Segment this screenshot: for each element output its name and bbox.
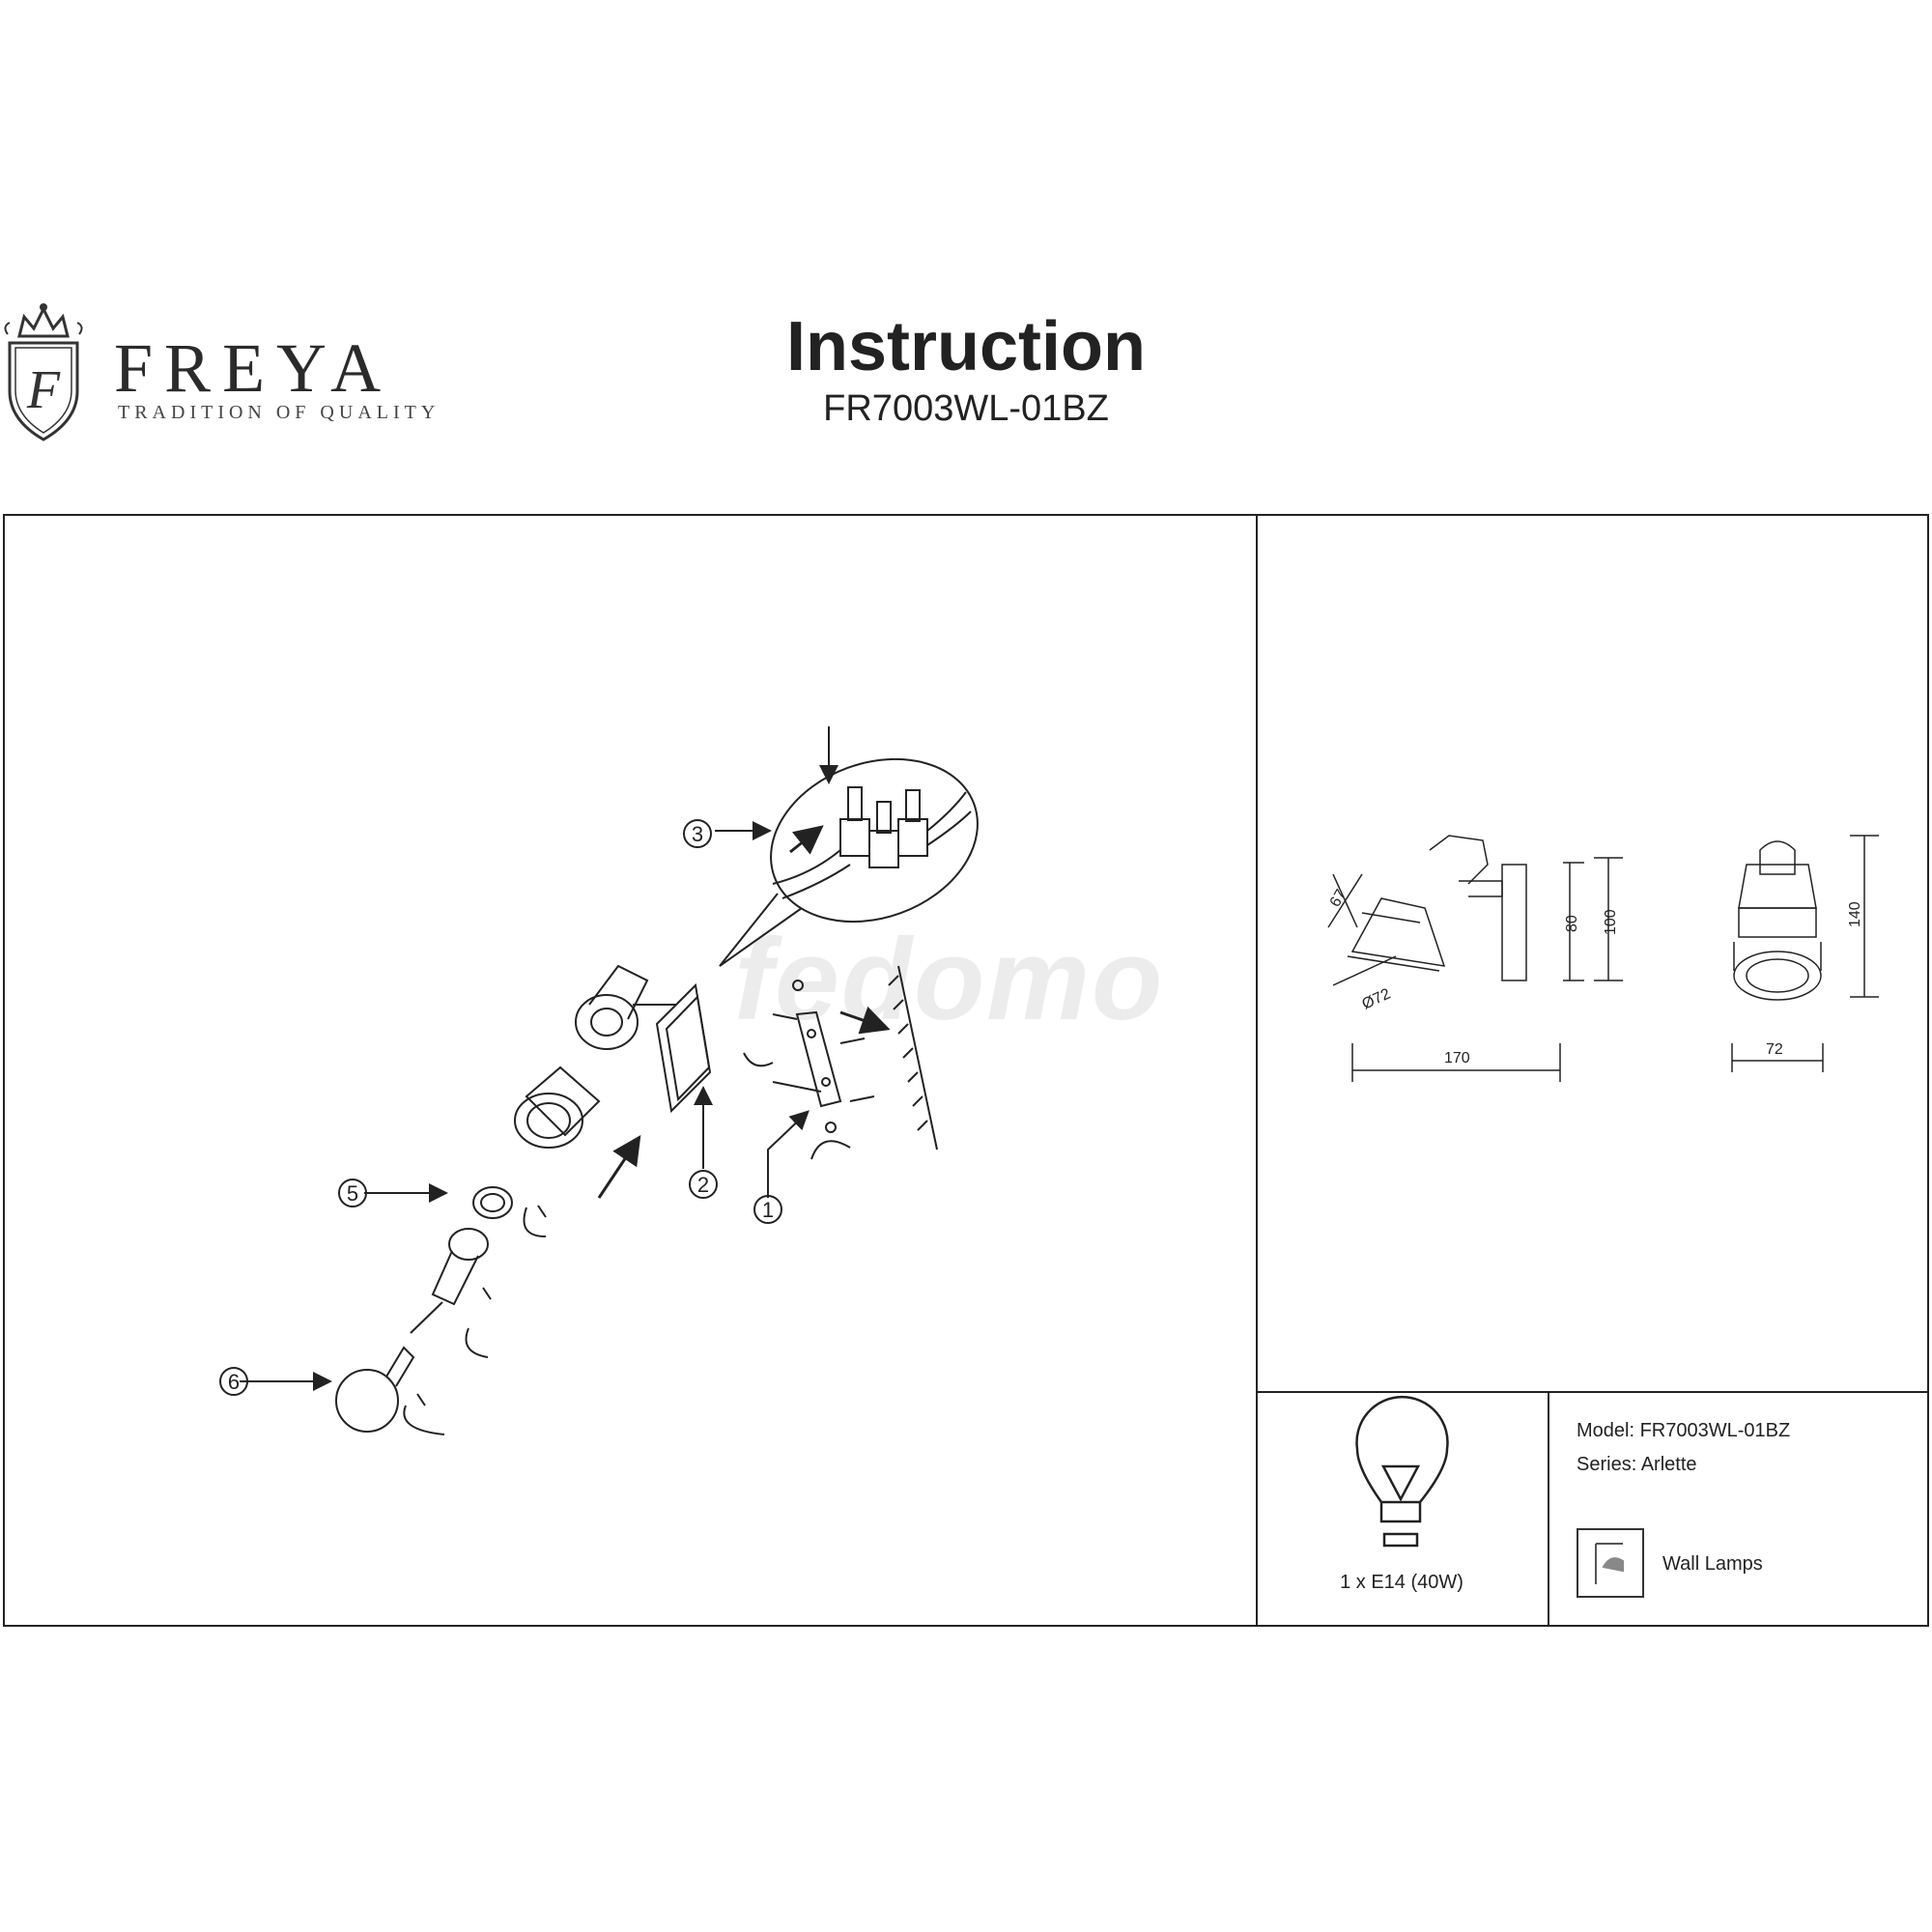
dim-front-width: 72 xyxy=(1766,1041,1783,1058)
lamp-socket xyxy=(411,1229,491,1357)
callout-1-label: 1 xyxy=(761,1198,775,1222)
info-series: Series: Arlette xyxy=(1577,1454,1697,1475)
wall-hatch xyxy=(840,966,937,1150)
callout-2-label: 2 xyxy=(696,1173,710,1197)
info-model: Model: FR7003WL-01BZ xyxy=(1577,1420,1791,1441)
light-bulb xyxy=(336,1348,444,1435)
ring-nut xyxy=(473,1187,546,1236)
shade xyxy=(515,1067,638,1198)
page-model-number: FR7003WL-01BZ xyxy=(823,388,1109,429)
dim-total-height: 100 xyxy=(1603,909,1619,935)
brand-tagline: TRADITION OF QUALITY xyxy=(118,402,440,423)
lamp-type-box xyxy=(1577,1528,1644,1598)
mounting-bracket xyxy=(744,980,874,1159)
brand-name: FREYA xyxy=(114,329,393,407)
front-view-drawing xyxy=(1732,836,1879,1072)
lamp-head xyxy=(576,966,676,1049)
lamp-type-label: Wall Lamps xyxy=(1662,1553,1763,1575)
watermark: fedomo xyxy=(734,915,1165,1044)
callout-5-label: 5 xyxy=(346,1181,359,1206)
dim-diameter: Ø72 xyxy=(1359,985,1394,1013)
crest-letter: F xyxy=(26,360,61,420)
dim-depth: 170 xyxy=(1444,1050,1470,1066)
callout-3-label: 3 xyxy=(691,822,704,846)
side-view-drawing xyxy=(1328,836,1623,1082)
page-title: Instruction xyxy=(786,308,1146,385)
bulb-spec-icon xyxy=(1356,1397,1447,1546)
dim-tilt-height: 67 xyxy=(1326,887,1350,910)
terminal-block-zoom xyxy=(720,726,1001,966)
dim-front-height: 140 xyxy=(1847,901,1863,927)
callout-6-label: 6 xyxy=(227,1370,241,1394)
dim-plate-height: 80 xyxy=(1564,915,1580,932)
bulb-spec-label: 1 x E14 (40W) xyxy=(1340,1572,1463,1593)
